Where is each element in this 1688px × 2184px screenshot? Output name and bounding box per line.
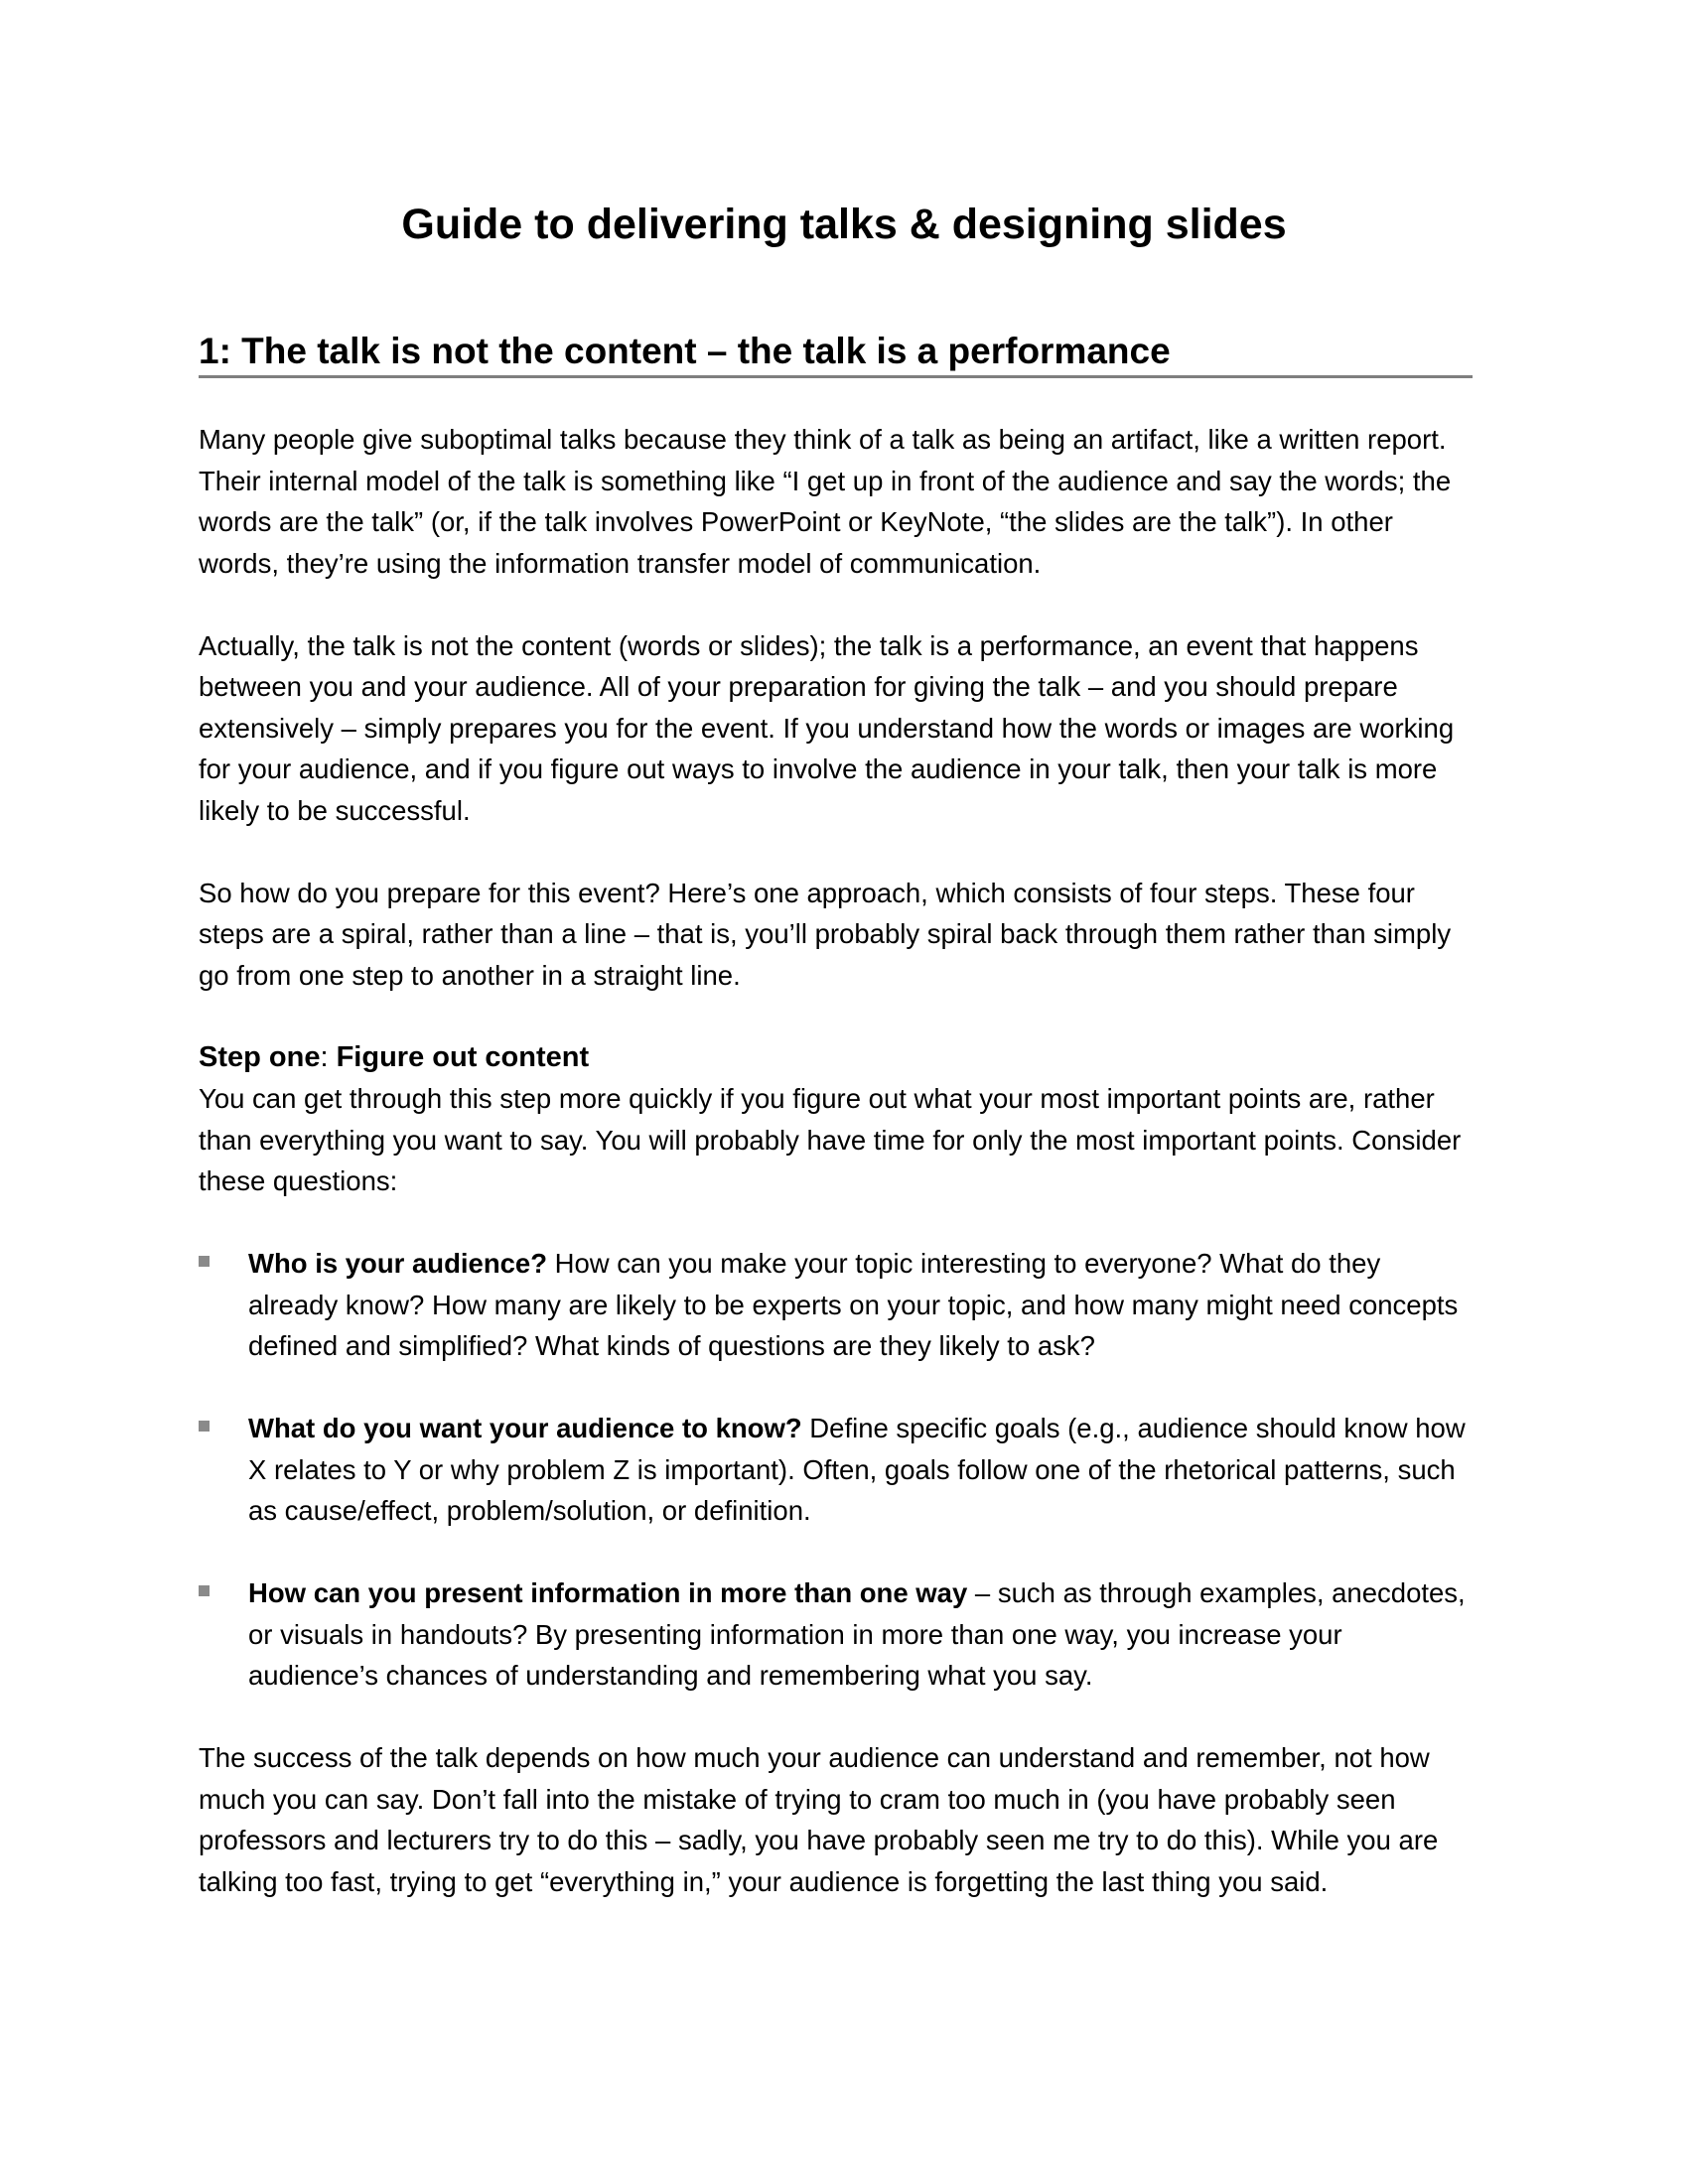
bullet-text: How can you make your topic interesting to everyone? What do they already know? How many are likely to be experts on your topic, and how many might need concepts defined and simplified? What kinds of questions are they likely to ask? <box>248 1248 1459 1361</box>
square-bullet-icon <box>199 1421 210 1432</box>
question-list <box>199 1243 1473 1697</box>
list-item <box>199 1243 1473 1367</box>
document-title: Guide to delivering talks & designing slides <box>401 201 1287 248</box>
step-heading <box>199 1037 1473 1079</box>
bullet-text: – such as through examples, anecdotes, or visuals in handouts? By presenting information in more than one way, you increase your audience’s chances of understanding and remembering what you say. <box>248 1577 1466 1691</box>
bullet-lead: What do you want your audience to know? <box>248 1413 802 1443</box>
list-item <box>199 1572 1473 1697</box>
closing-paragraph: The success of the talk depends on how much your audience can understand and remember, not how much you can say. Don’t fall into the mistake of trying to cram too much in (you have probably seen professors and lecturers try to do this – sadly, you have probably seen me try to do this). While you are talking too fast, trying to get “everything in,” your audience is forgetting the last thing you said. <box>199 1742 1439 1897</box>
list-item <box>199 1408 1473 1532</box>
paragraph: Actually, the talk is not the content (words or slides); the talk is a performance, an event that happens between you and your audience. All of your preparation for giving the talk – and you should prepare extensively – simply prepares you for the event. If you understand how the words or images are working for your audience, and if you figure out ways to involve the audience in your talk, then your talk is more likely to be successful. <box>199 629 1455 826</box>
step-intro: You can get through this step more quickly if you figure out what your most important points are, rather than everything you want to say. You will probably have time for only the most important points. Consider these questions: <box>199 1083 1462 1196</box>
bullet-text: Define specific goals (e.g., audience should know how X relates to Y or why problem Z is important). Often, goals follow one of the rhetorical patterns, such as cause/effect, problem/solution, or definition. <box>248 1413 1466 1526</box>
paragraph: So how do you prepare for this event? Here’s one approach, which consists of four steps. These four steps are a spiral, rather than a line – that is, you’ll probably spiral back through them rather than simply go from one step to another in a straight line. <box>199 877 1452 991</box>
bullet-lead: How can you present information in more than one way <box>248 1577 968 1608</box>
step-label: Step one <box>199 1040 321 1073</box>
square-bullet-icon <box>199 1256 210 1267</box>
paragraph: Many people give suboptimal talks because they think of a talk as being an artifact, like a written report. Their internal model of the talk is something like “I get up in front of the audience and say the words; the words are the talk” (or, if the talk involves PowerPoint or KeyNote, “the slides are the talk”). In other words, they’re using the information transfer model of communication. <box>199 424 1452 579</box>
step-name: Figure out content <box>336 1040 590 1073</box>
bullet-lead: Who is your audience? <box>248 1248 548 1279</box>
step-separator: : <box>320 1040 337 1073</box>
document-body <box>199 419 1473 1944</box>
section-heading: 1: The talk is not the content – the talk is a performance <box>199 329 1473 378</box>
square-bullet-icon <box>199 1585 210 1596</box>
